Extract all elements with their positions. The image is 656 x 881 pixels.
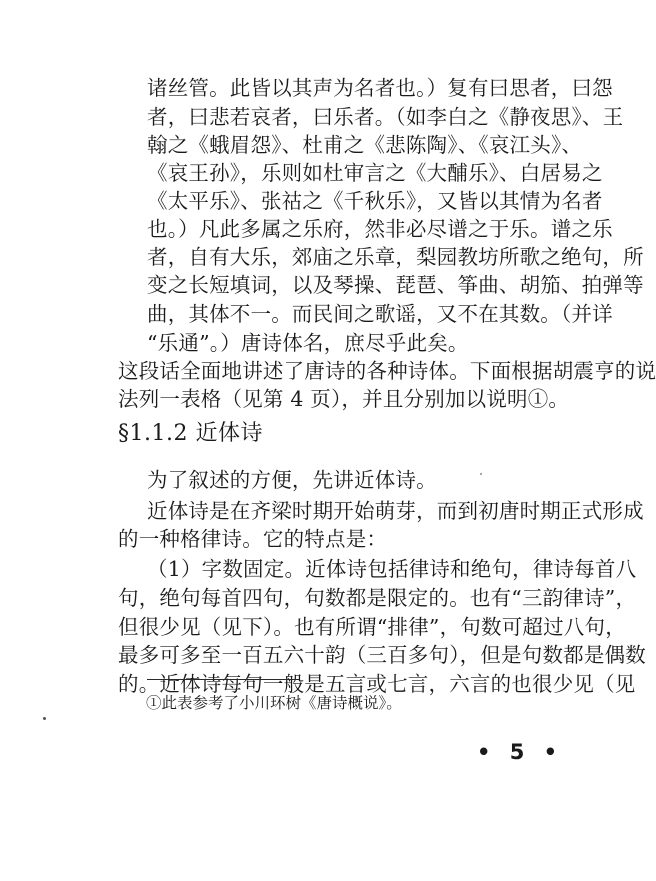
text-line: 《哀王孙》，乐则如杜审言之《大酺乐》、白居易之 bbox=[147, 161, 603, 185]
text-line: 但很少见（见下）。也有所谓“排律”，句数可超过八句， bbox=[118, 615, 626, 639]
text-line: 近体诗是在齐梁时期开始萌芽，而到初唐时期正式形成 bbox=[147, 499, 644, 523]
text-line: 最多可多至一百五六十韵（三百多句），但是句数都是偶数 bbox=[118, 643, 646, 667]
text-line: 《太平乐》、张祜之《千秋乐》，又皆以其情为名者 bbox=[147, 189, 603, 213]
text-line: 为了叙述的方便，先讲近体诗。 bbox=[147, 468, 437, 492]
text-line: 者，曰悲若哀者，曰乐者。（如李白之《静夜思》、王 bbox=[147, 105, 624, 129]
text-line: 者，自有大乐，郊庙之乐章，梨园教坊所歌之绝句，所 bbox=[147, 245, 644, 269]
page-number: • 5 • bbox=[477, 740, 564, 764]
footnote-rule bbox=[147, 679, 299, 680]
text-line: 法列一表格（见第 4 页），并且分别加以说明①。 bbox=[118, 387, 570, 411]
scan-speck bbox=[480, 473, 482, 475]
text-line: 变之长短填词，以及琴操、琵琶、筝曲、胡笳、拍弹等 bbox=[147, 273, 644, 297]
text-line: 曲，其体不一。而民间之歌谣，又不在其数。（并详 bbox=[147, 302, 613, 326]
text-line: 句，绝句每首四句，句数都是限定的。也有“三韵律诗”， bbox=[118, 586, 637, 610]
footnote: ①此表参考了小川环树《唐诗概说》。 bbox=[146, 694, 402, 712]
text-line: 诸丝管。此皆以其声为名者也。）复有曰思者，曰怨 bbox=[147, 76, 613, 100]
text-line: 也。）凡此多属之乐府，然非必尽谱之于乐。谱之乐 bbox=[147, 217, 613, 241]
text-line: 的一种格律诗。它的特点是： bbox=[118, 527, 388, 551]
text-line: “乐通”。）唐诗体名，庶尽乎此矣。 bbox=[147, 331, 469, 355]
text-line: 翰之《蛾眉怨》、杜甫之《悲陈陶》、《哀江头》、 bbox=[147, 133, 583, 157]
text-line: （1）字数固定。近体诗包括律诗和绝句，律诗每首八 bbox=[147, 557, 637, 581]
section-heading: §1.1.2 近体诗 bbox=[118, 421, 263, 446]
text-line: 的。近体诗每句一般是五言或七言，六言的也很少见（见 bbox=[118, 672, 636, 696]
text-line: 这段话全面地讲述了唐诗的各种诗体。下面根据胡震亨的说 bbox=[118, 359, 656, 383]
scan-speck bbox=[43, 717, 46, 720]
